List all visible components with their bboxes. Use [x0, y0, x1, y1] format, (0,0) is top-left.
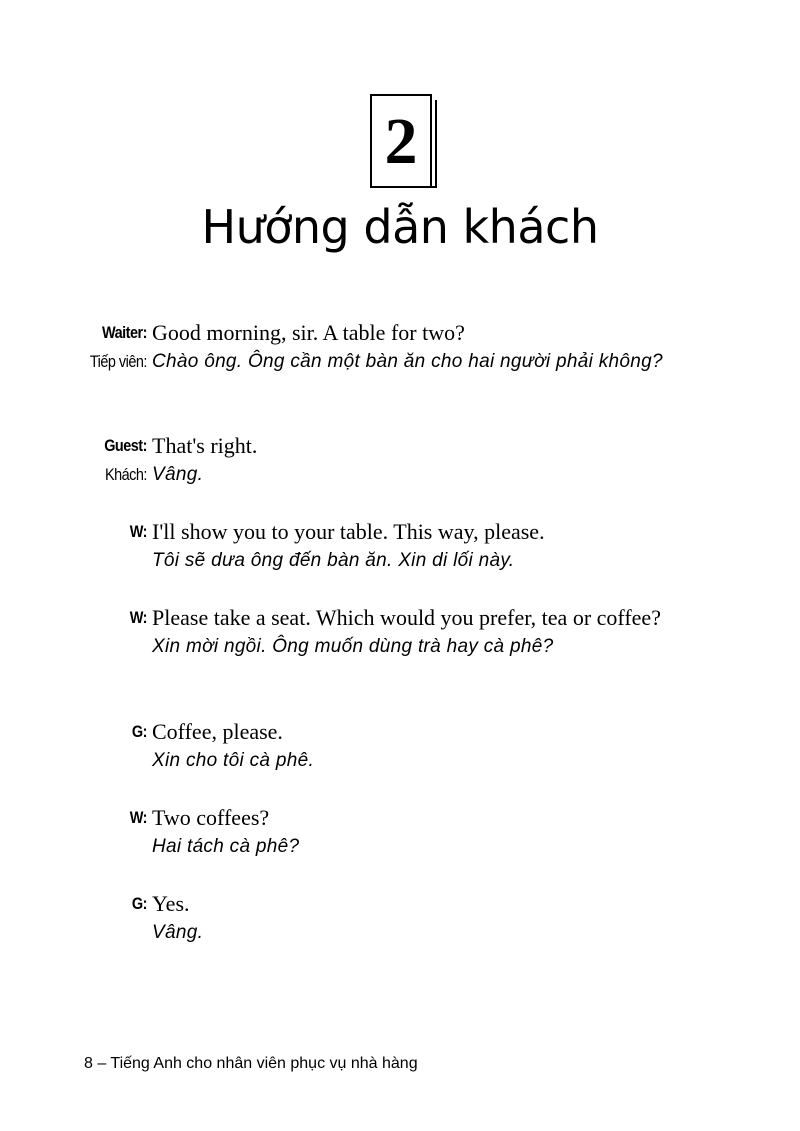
speaker-label-vietnamese: Tiếp viên:	[89, 352, 147, 371]
english-line	[0, 517, 800, 546]
vietnamese-line	[0, 632, 800, 661]
dialogue-entry	[0, 803, 800, 889]
english-text: That's right.	[152, 433, 258, 458]
speaker-label: W:	[129, 608, 147, 627]
dialogue-entry	[0, 603, 800, 717]
english-text: Two coffees?	[152, 805, 270, 830]
english-line	[0, 603, 800, 632]
vietnamese-text: Vâng.	[152, 922, 204, 943]
vietnamese-line	[0, 546, 800, 575]
dialogue-entry	[0, 889, 800, 975]
chapter-title: Hướng dẫn khách	[201, 200, 599, 254]
dialogue-entry	[0, 717, 800, 803]
speaker-label: G:	[131, 894, 147, 913]
english-text: Yes.	[152, 891, 190, 916]
dialogue-entry	[0, 318, 800, 431]
speaker-label: G:	[131, 722, 147, 741]
page-footer: 8 – Tiếng Anh cho nhân viên phục vụ nhà hàng	[84, 1055, 418, 1072]
vietnamese-text: Chào ông. Ông cần một bàn ăn cho hai người phải không?	[152, 351, 663, 372]
speaker-label: Waiter:	[102, 323, 147, 342]
english-line	[0, 717, 800, 746]
speaker-label: W:	[129, 522, 147, 541]
dialogue	[0, 318, 800, 975]
speaker-label: W:	[129, 808, 147, 827]
speaker-label-vietnamese: Khách:	[104, 465, 147, 484]
vietnamese-line	[0, 832, 800, 861]
chapter-number: 2	[384, 105, 418, 178]
english-text: Please take a seat. Which would you prefer, tea or coffee?	[152, 605, 661, 630]
dialogue-entry	[0, 431, 800, 517]
vietnamese-text: Xin cho tôi cà phê.	[152, 750, 315, 771]
vietnamese-text: Vâng.	[152, 464, 204, 485]
english-text: Good morning, sir. A table for two?	[152, 320, 465, 345]
english-text: Coffee, please.	[152, 719, 283, 744]
speaker-label: Guest:	[104, 436, 147, 455]
english-text: I'll show you to your table. This way, please.	[152, 519, 545, 544]
vietnamese-text: Hai tách cà phê?	[152, 836, 300, 857]
vietnamese-line	[0, 918, 800, 947]
vietnamese-line	[0, 347, 800, 376]
dialogue-entry	[0, 517, 800, 603]
vietnamese-line	[0, 460, 800, 489]
vietnamese-text: Xin mời ngồi. Ông muốn dùng trà hay cà phê?	[152, 636, 554, 657]
english-line	[0, 889, 800, 918]
english-line	[0, 431, 800, 460]
english-line	[0, 803, 800, 832]
vietnamese-text: Tôi sẽ dưa ông đến bàn ăn. Xin di lối này.	[152, 550, 515, 571]
vietnamese-line	[0, 746, 800, 775]
chapter-number-box	[370, 94, 432, 188]
english-line	[0, 318, 800, 347]
